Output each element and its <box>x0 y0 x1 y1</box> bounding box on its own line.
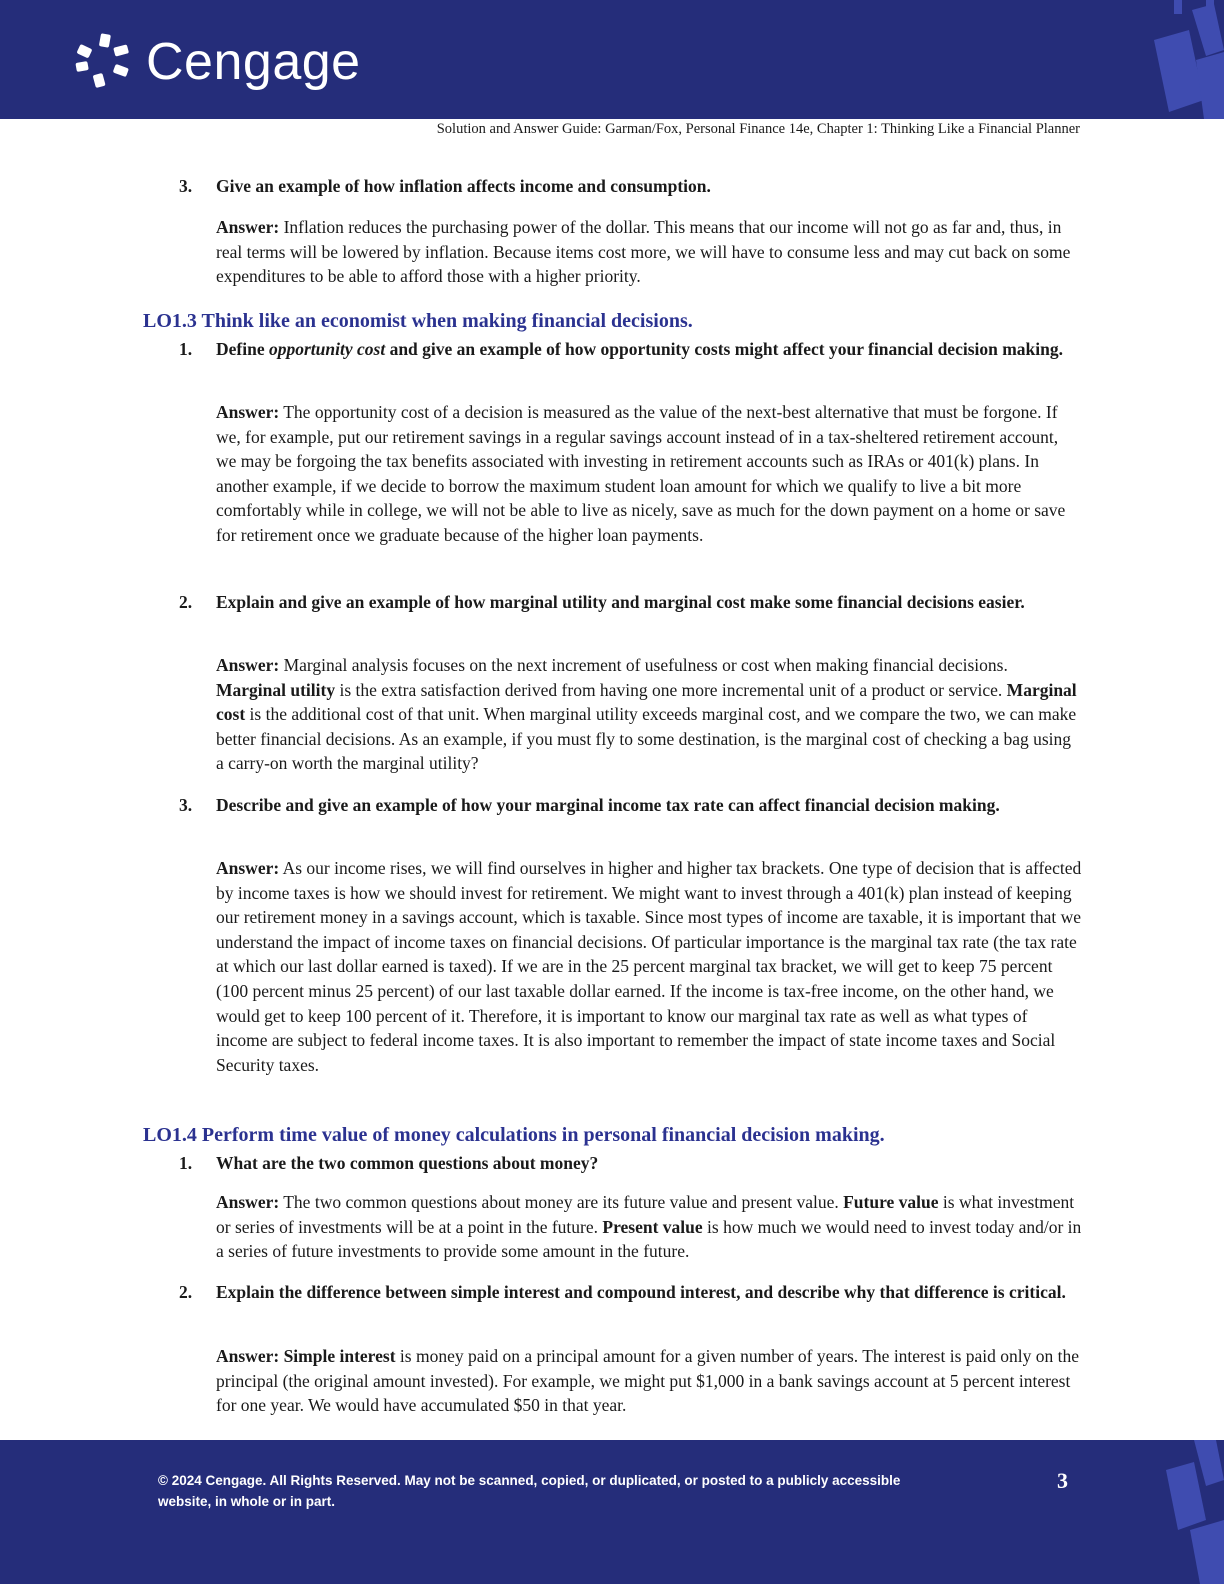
question-text: Give an example of how inflation affects income and consumption. <box>216 176 711 196</box>
corner-pattern-icon <box>1144 1440 1224 1584</box>
answer-body: is what investment or series of investments will be at a point in the future. <box>216 1192 1075 1237</box>
key-term: Marginal utility <box>216 679 336 700</box>
answer-text <box>216 856 1082 1077</box>
running-head: Solution and Answer Guide: Garman/Fox, Personal Finance 14e, Chapter 1: Thinking Like a Financial Planner <box>436 121 1080 137</box>
question-text: Describe and give an example of how your marginal income tax rate can affect financial decision making. <box>216 795 1000 815</box>
question-number: 1. <box>179 339 193 359</box>
question-part: and give an example of how opportunity costs might affect your financial decision making. <box>385 339 1064 359</box>
key-term: Marginal cost <box>216 679 1077 725</box>
question-number: 1. <box>179 1153 193 1173</box>
question-text: Explain the difference between simple interest and compound interest, and describe why that difference is critical. <box>216 1282 1066 1302</box>
cengage-logo <box>74 32 361 92</box>
key-term: Future value <box>843 1192 939 1212</box>
question-part: Define <box>216 339 269 359</box>
question-text: What are the two common questions about money? <box>216 1153 599 1173</box>
section-heading-lo13: LO1.3 Think like an economist when making financial decisions. <box>143 310 693 332</box>
question-number: 2. <box>179 1282 193 1302</box>
question-number: 3. <box>179 795 193 815</box>
key-term: Present value <box>602 1216 703 1237</box>
answer-body: is the additional cost of that unit. When marginal utility exceeds marginal cost, and we compare the two, we can make better financial decisions. As an example, if you must fly to some destination, is the marginal cost of checking a bag using a carry-on worth the marginal utility? <box>216 704 1077 774</box>
answer-label: Answer: <box>216 402 280 422</box>
answer-body: The two common questions about money are its future value and present value. <box>279 1192 844 1212</box>
cengage-mark-icon <box>74 32 134 92</box>
question-number: 2. <box>179 592 193 612</box>
answer-text <box>216 653 1082 776</box>
answer-body: The opportunity cost of a decision is measured as the value of the next-best alternative that must be forgone. If we, for example, put our retirement savings in a regular savings account instead of in a tax-sheltered retirement account, we may be forgoing the tax benefits associated with investing in retirement accounts such as IRAs or 401(k) plans. In another example, if we decide to borrow the maximum student loan amount for which we qualify to live a bit more comfortably while in college, we will not be able to live as nicely, save as much for the down payment on a home or save for retirement once we graduate because of the higher loan payments. <box>216 402 1066 545</box>
corner-pattern-icon <box>1134 0 1224 119</box>
header-band <box>0 0 1224 119</box>
footer-band <box>0 1440 1224 1584</box>
question-emphasis: opportunity cost <box>268 339 386 359</box>
answer-body: As our income rises, we will find ourselves in higher and higher tax brackets. One type of decision that is affected by income taxes is how we should invest for retirement. We might want to invest through a 401(k) plan instead of keeping our retirement money in a savings account, which is taxable. Since most types of income are taxable, it is important that we understand the impact of income taxes on financial decisions. Of particular importance is the marginal tax rate (the tax rate at which our last dollar earned is taxed). If we are in the 25 percent marginal tax bracket, we will get to keep 75 percent (100 percent minus 25 percent) of our last taxable dollar earned. If the income is tax-free income, on the other hand, we would get to keep 100 percent of it. Therefore, it is important to know our marginal tax rate as well as what types of income are subject to federal income taxes. It is also important to remember the impact of state income taxes and Social Security taxes. <box>216 858 1082 1075</box>
answer-text <box>216 1190 1082 1264</box>
answer-label: Answer: <box>216 1192 280 1212</box>
section-heading-lo14: LO1.4 Perform time value of money calculations in personal financial decision making. <box>143 1124 885 1146</box>
answer-body: is money paid on a principal amount for a given number of years. The interest is paid only on the principal (the original amount invested). For example, we might put $1,000 in a bank savings account at 5 percent interest for one year. We would have accumulated $50 in that year. <box>216 1346 1079 1416</box>
question-number: 3. <box>179 176 193 196</box>
answer-label: Answer: <box>216 858 280 878</box>
question-text <box>216 337 1076 362</box>
page-number: 3 <box>1057 1468 1068 1493</box>
answer-text <box>216 1344 1082 1418</box>
answer-body: Marginal analysis focuses on the next increment of usefulness or cost when making financial decisions. <box>279 655 1008 675</box>
answer-label: Answer: <box>216 1346 280 1366</box>
key-term: Simple interest <box>283 1346 396 1366</box>
brand-name: Cengage <box>146 33 361 91</box>
answer-label: Answer: <box>216 655 280 675</box>
answer-body: is how much we would need to invest today and/or in a series of future investments to provide some amount in the future. <box>216 1216 1082 1262</box>
answer-text <box>216 215 1082 289</box>
answer-text <box>216 400 1082 548</box>
question-text: Explain and give an example of how marginal utility and marginal cost make some financial decisions easier. <box>216 592 1025 612</box>
answer-body: Inflation reduces the purchasing power of the dollar. This means that our income will not go as far and, thus, in real terms will be lowered by inflation. Because items cost more, we will have to consume less and may cut back on some expenditures to be able to afford those with a higher priority. <box>216 217 1071 287</box>
answer-body: is the extra satisfaction derived from having one more incremental unit of a product or service. <box>335 679 1007 700</box>
copyright-notice: © 2024 Cengage. All Rights Reserved. May not be scanned, copied, or duplicated, or posted to a publicly accessible website, in whole or in part. <box>158 1473 901 1509</box>
answer-label: Answer: <box>216 217 280 237</box>
